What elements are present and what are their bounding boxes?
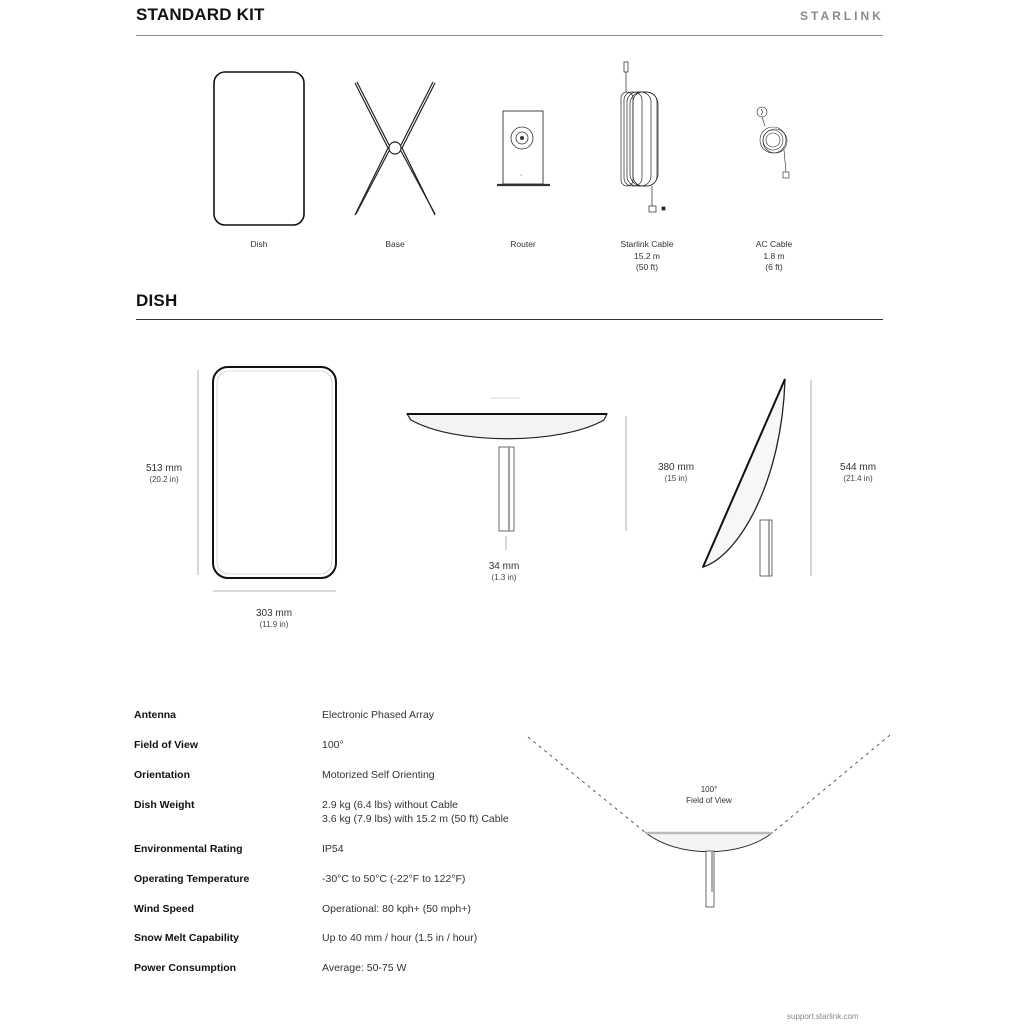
dish-depth-dimension [642,462,710,484]
dish-section-divider [136,319,883,320]
kit-base-label [340,239,450,251]
dish-width-imperial: (11.9 in) [259,620,289,629]
dish-depth-metric: 380 mm [657,462,695,473]
dish-height-imperial: (20.2 in) [149,475,179,484]
spec-value: Up to 40 mm / hour (1.5 in / hour) [322,932,478,944]
kit-ac-cable-length: 1.8 m [763,250,785,261]
kit-starlink-cable-length-imperial: (50 ft) [635,262,659,272]
fov-caption: Field of View [686,795,732,805]
header-divider [136,35,883,36]
dish-section-title: DISH [136,291,178,310]
spec-label: Antenna [134,709,176,721]
spec-value: Electronic Phased Array [322,709,435,721]
dish-width-metric: 303 mm [255,608,293,619]
fov-diagram-label [669,785,749,806]
dish-dimension-drawings [0,360,1024,680]
kit-router-name: Router [510,239,536,249]
dish-mast-imperial: (1.3 in) [491,573,517,582]
standard-kit-title: STANDARD KIT [136,5,265,24]
kit-ac-cable-name: AC Cable [755,239,793,249]
dish-total-height-metric: 544 mm [839,462,877,473]
spec-value: 100° [322,739,344,751]
brand-logo: STARLINK [800,9,884,23]
spec-label: Wind Speed [134,903,194,915]
spec-label: Environmental Rating [134,843,243,855]
spec-value: Average: 50-75 W [322,962,407,974]
spec-value: -30°C to 50°C (-22°F to 122°F) [322,873,466,885]
dish-total-height-dimension [824,462,892,484]
spec-label: Operating Temperature [134,873,250,885]
kit-starlink-cable-name: Starlink Cable [620,239,674,249]
kit-router-icon [497,111,550,185]
support-url: support.starlink.com [787,1012,859,1021]
kit-dish-label [204,239,314,251]
kit-dish-name: Dish [250,239,268,249]
svg-text:×: × [520,172,523,177]
dish-height-dimension [130,463,198,485]
spec-label: Snow Melt Capability [134,932,240,944]
kit-starlink-cable-length: 15.2 m [634,250,660,261]
spec-value: Operational: 80 kph+ (50 mph+) [322,903,471,915]
spec-value: 2.9 kg (6.4 lbs) without Cable [322,799,458,811]
spec-label: Orientation [134,769,191,781]
kit-router-label [468,239,578,251]
dish-depth-imperial: (15 in) [664,474,688,483]
spec-label: Power Consumption [134,962,237,974]
kit-ac-cable-length-imperial: (6 ft) [765,262,783,272]
dish-total-height-imperial: (21.4 in) [843,474,873,483]
kit-base-icon [355,82,435,215]
kit-starlink-cable-icon [621,62,665,212]
kit-ac-cable-icon [757,107,789,178]
fov-angle: 100° [700,785,718,794]
kit-ac-cable-label [719,239,829,274]
kit-starlink-cable-label [592,239,702,274]
kit-base-name: Base [385,239,405,249]
dish-mast-dimension [470,561,538,583]
dish-side-flat-view [407,398,626,550]
spec-label: Dish Weight [134,799,195,811]
field-of-view-diagram [0,720,1024,920]
dish-width-dimension [240,608,308,630]
spec-value: Motorized Self Orienting [322,769,435,781]
dish-angled-side-view [703,379,811,576]
spec-label: Field of View [134,739,198,751]
dish-front-view [198,367,336,591]
spec-value-secondary: 3.6 kg (7.9 lbs) with 15.2 m (50 ft) Cable [322,813,509,825]
dish-height-metric: 513 mm [145,463,183,474]
spec-value: IP54 [322,843,344,855]
kit-dish-icon [214,72,304,225]
dish-mast-metric: 34 mm [488,561,520,572]
